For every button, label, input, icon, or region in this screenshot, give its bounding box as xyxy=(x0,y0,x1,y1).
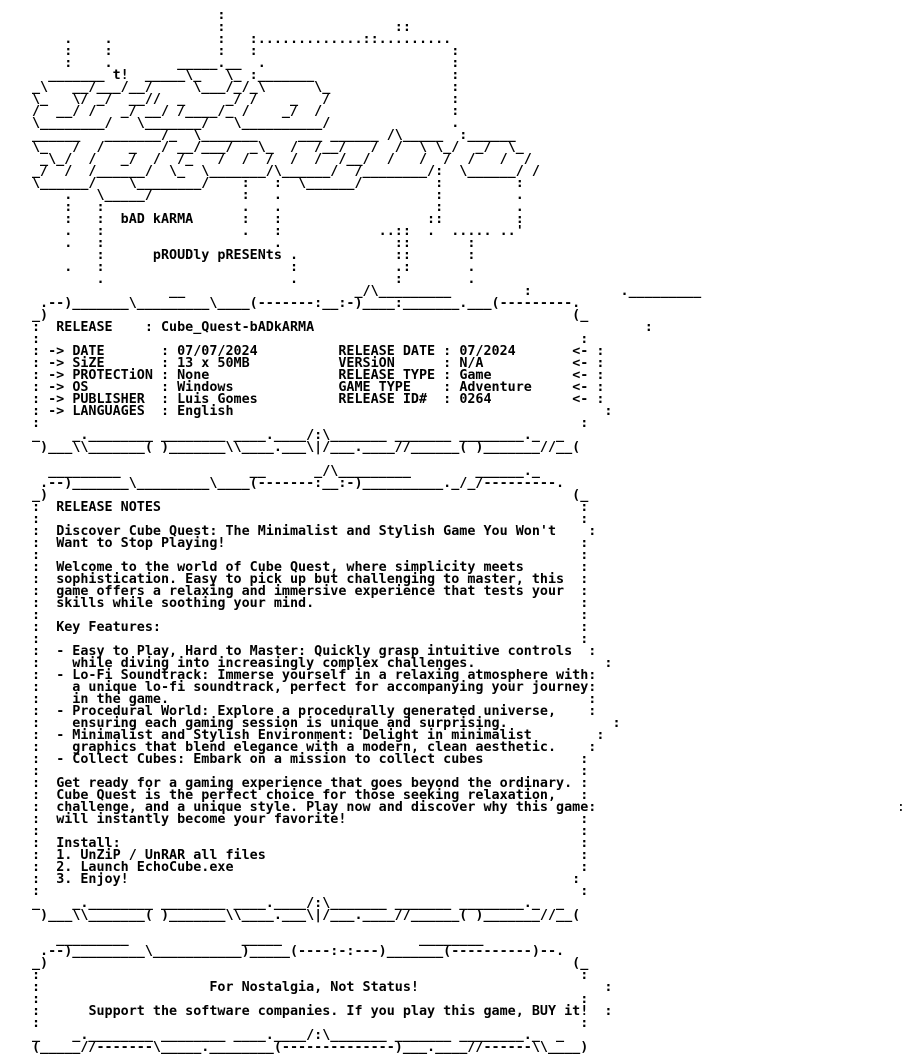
install-heading: Install: xyxy=(56,836,121,851)
feature-line: while diving into increasingly complex challenges. xyxy=(56,656,476,671)
release-id-label: RELEASE ID# xyxy=(338,392,428,407)
notes-tagline: Want to Stop Playing! xyxy=(56,536,226,551)
os-label: OS xyxy=(72,380,89,395)
notes-closing: Get ready for a gaming experience that goes beyond the ordinary. xyxy=(56,776,573,791)
release-type-value: Game xyxy=(459,368,492,383)
version-label: VERSiON xyxy=(338,356,395,371)
arrow: -> xyxy=(48,380,65,395)
stray-colon-mark: : xyxy=(897,800,905,815)
notes-intro: Welcome to the world of Cube Quest, where simplicity meets xyxy=(56,560,524,575)
publisher-label: PUBLISHER xyxy=(72,392,145,407)
release-name: Cube_Quest-bADkARMA xyxy=(161,320,315,335)
install-step: 2. Launch EchoCube.exe xyxy=(56,860,234,875)
languages-value: English xyxy=(177,404,234,419)
size-label: SiZE xyxy=(72,356,105,371)
arrow: -> xyxy=(48,392,65,407)
version-value: N/A xyxy=(459,356,484,371)
install-step: 3. Enjoy! xyxy=(56,872,129,887)
notes-intro: skills while soothing your mind. xyxy=(56,596,315,611)
protection-label: PROTECTiON xyxy=(72,368,153,383)
game-type-label: GAME TYPE xyxy=(338,380,411,395)
os-value: Windows xyxy=(177,380,234,395)
feature-line: graphics that blend elegance with a modern, clean aesthetic. xyxy=(56,740,557,755)
feature-line: - Collect Cubes: Embark on a mission to collect cubes xyxy=(56,752,484,767)
arrow: <- xyxy=(572,368,589,383)
arrow: -> xyxy=(48,356,65,371)
feature-line: - Minimalist and Stylish Environment: Delight in minimalist xyxy=(56,728,532,743)
release-type-label: RELEASE TYPE xyxy=(338,368,436,383)
notes-closing: Cube Quest is the perfect choice for those seeking relaxation, xyxy=(56,788,557,803)
footer-box-bottom-border: _ _.________ ________ ____.____/:\_______ _______ ________._ _ (_____//-------\_____.________(--------------)___.____//------\\____) xyxy=(32,1028,589,1055)
languages-label: LANGUAGES xyxy=(72,404,145,419)
release-date-label: RELEASE DATE xyxy=(338,344,436,359)
arrow: -> xyxy=(48,368,65,383)
notes-box-top-border: _________ __ _/\_________ ______._ .--)_______\_________\____(-------:__:-)__________._/_/---------. _) (_ xyxy=(32,464,589,503)
logo-art: : : :: . . : :.............::......... : : : : : : . _____.__ . : _______ t! _____\_ \_ :_______ : _\ __/___/__/ \___/_/_\ \_ : \_ \/ _/ __// _ _/ / _ / : / __/ / _/ __/ /____/_ / _/ / : \________/ \_______/ \__________/ . ______ _______/_ \_______ ___ ______ /\_____ :______ \_ / / _ / __/___/ _\_ / /__/ / / \ \_/ _/ \_ _\_/ / _/ / /_ / / / / / /__/ / / / / / / _/ / /______/ \_ \_______/\______/ /________/: \______/ / \______/ \________/ : : \______/ : : . \_____/ : . : . : : . . : . : : bAD kARMA : : :: : . : . : ..:: . ..... ..' . : . :: : : pROUDly pRESENts . :: : . : : .: . . . : . xyxy=(32,8,540,287)
install-step: 1. UnZiP / UnRAR all files xyxy=(56,848,266,863)
nfo-art: : : :: . . : :.............::......... : : : : : : . _____.__ . : _______ t! _____\_ \_ :_______ : _\ __/___/__/ \___/_/_\ \_ : \_ \/ _/ __// _ _/ / _ / : / __/ / _/ __/ /____/_ / _/ / : \________/ \_______/ \__________/ . ______ _______/_ \_______ ___ ______ /\_____ :______ \_ / / _ / __/___/ _\_ / /__/ / / \ \_/ _/ \_ _\_/ / _/ / /_ / / / / / /__/ / / / / / / _/ / /______/ \_ \_______/\______/ /________/: \______/ / \______/ \________/ : : \______/ : : . \_____/ : . : . : : . . : . : : bAD kARMA : : :: : . : . : ..:: . ..... ..' . : . :: : : pROUDly pRESENts . :: : . : : .: . . . : . __ _/\_________ : ._________ .--)_______\_________\____(-------:__:-)____:_______.___(---------. _) (_ : RELEASE : Cube_Quest-bADkARMA : : : : -> DATE : 07/07/2024 RELEASE DATE : 07/2024 <- : : -> SiZE : 13 x 50MB VERSiON : N/A <- : : -> PROTECTiON : None RELEASE TYPE : Game <- : : -> OS : Windows GAME TYPE : Adventure <- : : -> PUBLISHER : Luis Gomes RELEASE ID# : 0264 <- : : -> LANGUAGES : English : : : _ _.________ ________ ____.____/:\_______ _______ ________._ _ )___\\_______( )_______\\____.___\|/___.____//______( )_______//__( _________ __ _/\_________ ______._ .--)_______\_________\____(-------:__:-)__________._/_/---------. _) (_ : RELEASE NOTES : : : : Discover Cube Quest: The Minimalist and Stylish Game You Won't : : Want to Stop Playing! : : : : Welcome to the world of Cube Quest, where simplicity meets : : sophistication. Easy to pick up but challenging to master, this : : game offers a relaxing and immersive experience that tests your : : skills while soothing your mind. : : : : Key Features: : : : : - Easy to Play, Hard to Master: Quickly grasp intuitive controls : : while diving into increasingly complex challenges. : : - Lo-Fi Soundtrack: Immerse yourself in a relaxing atmosphere with: : a unique lo-fi soundtrack, perfect for accompanying your journey: : in the game. : : - Procedural World: Explore a procedurally generated universe, : : ensuring each gaming session is unique and surprising. : : - Minimalist and Stylish Environment: Delight in minimalist : : graphics that blend elegance with a modern, clean aesthetic. : : - Collect Cubes: Embark on a mission to collect cubes : : : : Get ready for a gaming experience that goes beyond the ordinary. : : Cube Quest is the perfect choice for those seeking relaxation, : : challenge, and a unique style. Play now and discover why this game: : will instantly become your favorite! : : : : Install: : : 1. UnZiP / UnRAR all files : : 2. Launch EchoCube.exe : : 3. Enjoy! : : : _ _.________ ________ ____.____/:\_______ _______ ________._ _ )___\\_______( )_______\\____.___\|/___.____//______( )_______//__( _________ _____ ________ .--)_________\___________)_____(----:-:---)_______(----------)--. _) (_ : : : For Nostalgia, Not Status! : : : : Support the software companies. If you play this game, BUY it! : : : _ _.________ ________ ____.____/:\_______ _______ ________._ _ (_____//-------\_____.________(--------------)___.____//------\\____) xyxy=(32,8,702,1055)
features-heading: Key Features: xyxy=(56,620,161,635)
footer-support-text: Support the software companies. If you play this game, BUY it! xyxy=(88,1004,589,1019)
feature-line: - Lo-Fi Soundtrack: Immerse yourself in a relaxing atmosphere with xyxy=(56,668,589,683)
publisher-value: Luis Gomes xyxy=(177,392,258,407)
footer-box-top-border: _________ _____ ________ .--)_________\___________)_____(----:-:---)_______(----------)--. _) (_ xyxy=(32,932,589,971)
feature-line: in the game. xyxy=(56,692,170,707)
release-id-value: 0264 xyxy=(459,392,492,407)
game-type-value: Adventure xyxy=(459,380,532,395)
date-label: DATE xyxy=(72,344,105,359)
release-notes-heading: RELEASE NOTES xyxy=(56,500,161,515)
arrow: <- xyxy=(572,380,589,395)
arrow: <- xyxy=(572,392,589,407)
release-date-value: 07/2024 xyxy=(459,344,516,359)
release-label: RELEASE xyxy=(56,320,113,335)
notes-closing: will instantly become your favorite! xyxy=(56,812,347,827)
arrow: <- xyxy=(572,356,589,371)
notes-tagline: Discover Cube Quest: The Minimalist and Stylish Game You Won't xyxy=(56,524,557,539)
feature-line: ensuring each gaming session is unique and surprising. xyxy=(56,716,508,731)
release-box-top-border: __ _/\_________ : ._________ .--)_______\_________\____(-------:__:-)____:_______.___(---------. _) (_ xyxy=(32,284,702,323)
arrow: -> xyxy=(48,404,65,419)
notes-intro: game offers a relaxing and immersive experience that tests your xyxy=(56,584,565,599)
feature-line: a unique lo-fi soundtrack, perfect for accompanying your journey xyxy=(56,680,589,695)
footer-slogan: For Nostalgia, Not Status! xyxy=(209,980,419,995)
arrow: -> xyxy=(48,344,65,359)
protection-value: None xyxy=(177,368,210,383)
release-box-bottom-border: _ _.________ ________ ____.____/:\_______ _______ ________._ _ )___\\_______( )_______\\____.___\|/___.____//______( )_______//__( xyxy=(32,428,581,455)
size-value: 13 x 50MB xyxy=(177,356,250,371)
notes-closing: challenge, and a unique style. Play now and discover why this game xyxy=(56,800,589,815)
arrow: <- xyxy=(572,344,589,359)
feature-line: - Procedural World: Explore a procedurally generated universe, xyxy=(56,704,557,719)
notes-box-bottom-border: _ _.________ ________ ____.____/:\_______ _______ ________._ _ )___\\_______( )_______\\____.___\|/___.____//______( )_______//__( xyxy=(32,896,581,923)
notes-intro: sophistication. Easy to pick up but challenging to master, this xyxy=(56,572,565,587)
feature-line: - Easy to Play, Hard to Master: Quickly grasp intuitive controls xyxy=(56,644,573,659)
date-value: 07/07/2024 xyxy=(177,344,258,359)
